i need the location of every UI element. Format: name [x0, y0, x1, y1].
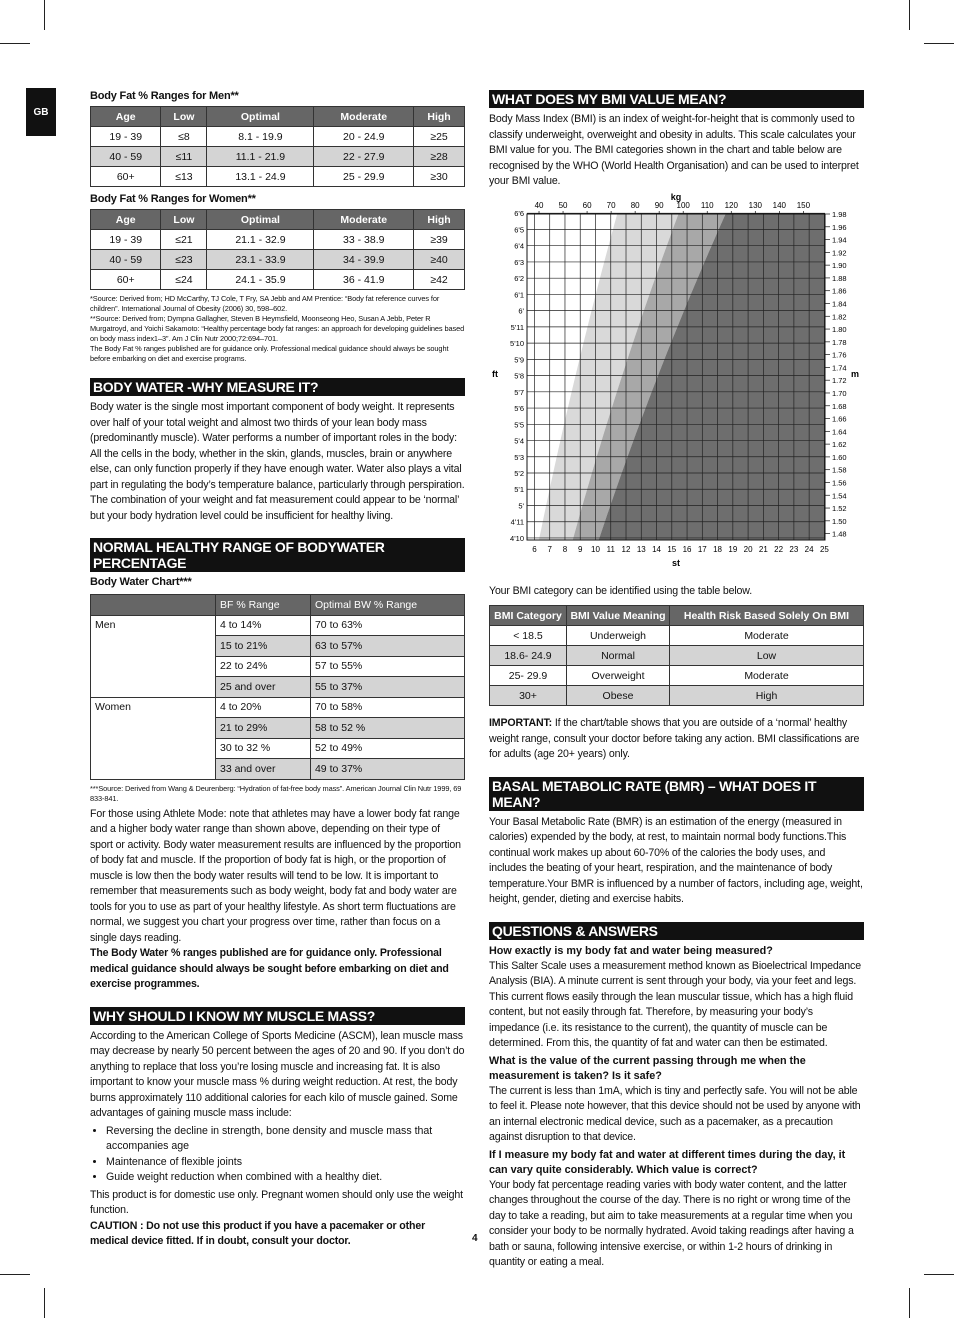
kg-tick-label: 50	[558, 200, 568, 210]
body-water-chart-title: Body Water Chart***	[90, 576, 192, 588]
table-cell: 25 and over	[216, 677, 311, 698]
table-row	[91, 167, 465, 187]
bodyfat-source-3: The Body Fat % ranges published are for guidance only. Professional medical guidance should always be sought before embarking on diet and exercise programs.	[90, 344, 449, 363]
ft-tick-label: 4'10	[510, 533, 524, 543]
table-cell: ≥39	[414, 230, 465, 250]
st-tick-label: 19	[728, 544, 738, 554]
table-cell: 70 to 58%	[310, 697, 464, 718]
table-row	[490, 646, 864, 666]
st-tick-label: 21	[758, 544, 768, 554]
table-cell: 60+	[91, 167, 161, 187]
group-label: Women	[91, 697, 216, 779]
st-tick-label: 14	[652, 544, 661, 554]
table-cell: 52 to 49%	[310, 738, 464, 759]
table-cell: ≤13	[161, 167, 207, 187]
table-cell: 8.1 - 19.9	[207, 127, 314, 147]
m-tick-label: 1.90	[832, 260, 847, 270]
table-cell: < 18.5	[490, 626, 567, 646]
crop-mark	[44, 0, 45, 30]
body-water-para-2: All the cells in the body, whether in the skin, glands, muscles, brain or anywhere else, can only function properly if they have enough water. Water also plays a vital part in regulating the body’s temperature balance, particularly through perspiration.	[90, 447, 465, 491]
st-tick-label: 22	[774, 544, 784, 554]
ft-tick-label: 5'4	[514, 436, 524, 446]
table-cell: ≤24	[161, 270, 207, 290]
qa-answer-3: Your body fat percentage reading varies with body water content, and the latter changes throughout the course of the day. There is no right or wrong time of the day to take a reading, but aim to take measurements at a regular time when you consider your body to be normally hydrated. Avoid taking readings after having a bath or sauna, following intensive exercise, or within 1-2 hours of drinking in quantity or eating a meal.	[489, 1178, 854, 1268]
table-cell: 60+	[91, 270, 161, 290]
crop-mark	[924, 1274, 954, 1275]
m-tick-label: 1.94	[832, 235, 847, 245]
crop-mark	[44, 1288, 45, 1318]
m-tick-label: 1.58	[832, 465, 847, 475]
m-tick-label: 1.86	[832, 286, 847, 296]
table-cell: 25- 29.9	[490, 666, 567, 686]
ft-tick-label: 5'8	[514, 371, 524, 381]
list-item: • Guide weight reduction when combined with a healthy diet.	[106, 1170, 465, 1186]
qa-question-3: If I measure my body fat and water at different times during the day, it can vary quite considerably. Which value is correct?	[489, 1148, 846, 1176]
table-cell: 22 - 27.9	[314, 147, 414, 167]
table-cell: ≤11	[161, 147, 207, 167]
m-tick-label: 1.84	[832, 298, 847, 308]
m-tick-label: 1.64	[832, 426, 847, 436]
st-tick-label: 15	[667, 544, 677, 554]
table-cell: 4 to 14%	[216, 615, 311, 636]
m-axis-label: m	[851, 368, 860, 379]
column-header: BMI Category	[490, 606, 567, 626]
women-table-title: Body Fat % Ranges for Women**	[90, 193, 256, 205]
group-label: Men	[91, 615, 216, 697]
crop-mark	[0, 43, 30, 44]
table-cell: 63 to 57%	[310, 636, 464, 657]
table-cell: 34 - 39.9	[314, 250, 414, 270]
st-tick-label: 10	[591, 544, 600, 554]
table-row	[490, 666, 864, 686]
table-cell: Moderate	[670, 626, 864, 646]
column-header: High	[414, 210, 465, 230]
m-tick-label: 1.72	[832, 375, 847, 385]
table-cell: 58 to 52 %	[310, 718, 464, 739]
table-cell: ≥42	[414, 270, 465, 290]
st-tick-label: 25	[819, 544, 829, 554]
kg-tick-label: 150	[796, 200, 811, 210]
table-cell: 24.1 - 35.9	[207, 270, 314, 290]
table-cell: Low	[670, 646, 864, 666]
bmr-text: Your Basal Metabolic Rate (BMR) is an estimation of the energy (measured in calories) expended by the body, at rest, to maintain normal body functions.This continual work makes up about 60-70% of the calories the body uses, and includes the beating of your heart, respiration, and the maintenance of body temperature.Your BMR is influenced by a number of factors, including age, weight, height, gender, dieting and exercise habits.	[489, 815, 863, 905]
kg-tick-label: 100	[676, 200, 690, 210]
table-cell	[91, 595, 216, 616]
m-tick-label: 1.50	[832, 516, 847, 526]
column-header: High	[414, 107, 465, 127]
m-tick-label: 1.54	[832, 490, 847, 500]
table-row	[91, 127, 465, 147]
bmi-heading: WHAT DOES MY BMI VALUE MEAN?	[489, 90, 864, 108]
ft-tick-label: 6'6	[514, 208, 524, 218]
body-water-heading: BODY WATER -WHY MEASURE IT?	[90, 378, 465, 396]
column-header: Low	[161, 210, 207, 230]
st-tick-label: 8	[562, 544, 568, 554]
qa-heading: QUESTIONS & ANSWERS	[489, 922, 864, 940]
list-item: • Maintenance of flexible joints	[106, 1155, 465, 1171]
ft-tick-label: 6'1	[514, 289, 524, 299]
list-item: • Reversing the decline in strength, bone density and muscle mass that accompanies age	[106, 1124, 465, 1155]
st-tick-label: 20	[743, 544, 753, 554]
st-tick-label: 18	[713, 544, 723, 554]
column-header: Optimal BW % Range	[310, 595, 464, 616]
important-label: IMPORTANT:	[489, 717, 553, 729]
ft-tick-label: 6'3	[514, 257, 524, 267]
column-header: Moderate	[314, 210, 414, 230]
right-column	[489, 90, 864, 1271]
body-water-source: ***Source: Derived from Wang & Deurenberg: “Hydration of fat-free body mass”. American Journal Clin Nutr 1999, 69 833-841.	[90, 783, 462, 803]
m-tick-label: 1.66	[832, 414, 847, 424]
body-water-para-1: Body water is the single most important component of body weight. It represents over half of your total weight and almost two thirds of your lean body mass (predominantly muscle). Water performs a number of important roles in the body:	[90, 401, 457, 444]
qa-question-1: How exactly is my body fat and water being measured?	[489, 944, 773, 957]
ft-tick-label: 6'2	[514, 273, 524, 283]
table-cell: 25 - 29.9	[314, 167, 414, 187]
table-cell: ≤23	[161, 250, 207, 270]
m-tick-label: 1.60	[832, 452, 847, 462]
column-header: Low	[161, 107, 207, 127]
m-tick-label: 1.82	[832, 311, 847, 321]
kg-tick-label: 80	[630, 200, 640, 210]
ft-tick-label: 5'11	[510, 322, 524, 332]
kg-tick-label: 130	[748, 200, 762, 210]
st-tick-label: 13	[636, 544, 646, 554]
st-tick-label: 7	[547, 544, 552, 554]
table-cell: 30 to 32 %	[216, 738, 311, 759]
column-header: Age	[91, 107, 161, 127]
crop-mark	[909, 0, 910, 30]
m-tick-label: 1.92	[832, 247, 847, 257]
ft-tick-label: 6'4	[514, 241, 524, 251]
kg-tick-label: 140	[772, 200, 787, 210]
ft-tick-label: 5'2	[514, 468, 524, 478]
m-tick-label: 1.52	[832, 503, 847, 513]
column-header: Optimal	[207, 210, 314, 230]
m-tick-label: 1.98	[832, 209, 847, 219]
ft-tick-label: 5'	[518, 500, 524, 510]
table-cell: Moderate	[670, 666, 864, 686]
ft-tick-label: 5'3	[514, 452, 524, 462]
table-row	[91, 230, 465, 250]
m-tick-label: 1.68	[832, 401, 847, 411]
m-tick-label: 1.88	[832, 273, 847, 283]
m-tick-label: 1.76	[832, 350, 847, 360]
muscle-heading: WHY SHOULD I KNOW MY MUSCLE MASS?	[90, 1007, 465, 1025]
ft-tick-label: 5'7	[514, 387, 524, 397]
caution-text: CAUTION : Do not use this product if you have a pacemaker or other medical device fitted. If in doubt, consult your doctor.	[90, 1219, 426, 1247]
table-row	[490, 626, 864, 646]
st-tick-label: 6	[532, 544, 537, 554]
table-row	[91, 615, 465, 636]
table-cell: 21 to 29%	[216, 718, 311, 739]
table-cell: 15 to 21%	[216, 636, 311, 657]
table-row	[91, 250, 465, 270]
table-row	[91, 270, 465, 290]
column-header: Age	[91, 210, 161, 230]
ft-tick-label: 5'9	[514, 354, 524, 364]
table-row	[490, 686, 864, 706]
body-water-guidance: The Body Water % ranges published are for guidance only. Professional medical guidance should always be sought before embarking on diet and exercise programmes.	[90, 947, 449, 990]
body-water-para-3: The combination of your weight and fat measurement could appear to be ‘normal’ but your body hydration level could be insufficient for healthy living.	[90, 494, 459, 522]
st-tick-label: 16	[682, 544, 692, 554]
table-cell: 21.1 - 32.9	[207, 230, 314, 250]
table-cell: 70 to 63%	[310, 615, 464, 636]
athlete-mode-text: For those using Athlete Mode: note that athletes may have a lower body fat range and a higher body water range than shown above, depending on their type of sport or activity. Body water measurement results are influenced by the proportion of body fat and muscle. If the proportion of body fat is high, or the proportion of muscle is low then the body water results will tend to be low. It is important to remember that measurements such as body weight, body fat and body water are tools for you to use as part of your healthy lifestyle. As short term fluctuations are normal, we suggest you chart your progress over time, rather than focus on a single days reading.	[90, 807, 461, 944]
ft-tick-label: 4'11	[510, 517, 524, 527]
table-cell: Normal	[567, 646, 670, 666]
table-row	[91, 147, 465, 167]
column-header: BMI Value Meaning	[567, 606, 670, 626]
kg-axis-label: kg	[670, 191, 682, 202]
bmi-important-note	[489, 716, 864, 763]
table-cell: 23.1 - 33.9	[207, 250, 314, 270]
bodyfat-source-1: *Source: Derived from; HD McCarthy, TJ Cole, T Fry, SA Jebb and AM Prentice: “Body fat reference curves for children”. International Journal of Obesity (2006) 30, 598–602.	[90, 294, 440, 313]
normal-range-heading: NORMAL HEALTHY RANGE OF BODYWATER PERCENTAGE	[90, 538, 465, 572]
bmr-heading: BASAL METABOLIC RATE (BMR) – WHAT DOES IT MEAN?	[489, 777, 864, 811]
kg-tick-label: 70	[606, 200, 616, 210]
table-cell: Underweigh	[567, 626, 670, 646]
kg-tick-label: 90	[654, 200, 664, 210]
table-row	[91, 697, 465, 718]
ft-tick-label: 6'5	[514, 224, 524, 234]
domestic-use-text: This product is for domestic use only. Pregnant women should only use the weight function.	[90, 1188, 463, 1216]
table-cell: Overweight	[567, 666, 670, 686]
table-cell: 13.1 - 24.9	[207, 167, 314, 187]
table-cell: 30+	[490, 686, 567, 706]
crop-mark	[924, 43, 954, 44]
m-tick-label: 1.78	[832, 337, 847, 347]
language-tab: GB	[26, 88, 56, 136]
ft-tick-label: 5'6	[514, 403, 524, 413]
ft-tick-label: 5'5	[514, 419, 524, 429]
st-tick-label: 11	[606, 544, 615, 554]
table-cell: 20 - 24.9	[314, 127, 414, 147]
bmi-category-table	[489, 605, 864, 706]
table-cell: Obese	[567, 686, 670, 706]
bmi-table-intro: Your BMI category can be identified using the table below.	[489, 584, 752, 597]
table-cell: 33 - 38.9	[314, 230, 414, 250]
ft-axis-label: ft	[492, 368, 498, 379]
table-cell: 49 to 37%	[310, 759, 464, 780]
body-water-table	[90, 594, 465, 780]
crop-mark	[0, 1274, 30, 1275]
kg-tick-label: 60	[582, 200, 592, 210]
table-cell: 11.1 - 21.9	[207, 147, 314, 167]
m-tick-label: 1.74	[832, 362, 847, 372]
m-tick-label: 1.48	[832, 529, 847, 539]
table-cell: 55 to 37%	[310, 677, 464, 698]
muscle-intro: According to the American College of Sports Medicine (ASCM), lean muscle mass may decrease by nearly 50 percent between the ages of 20 and 90. If you don’t do anything to replace that loss you’re losing muscle and increasing fat. It is also important to know your muscle mass % during weight reduction. At rest, the body burns approximately 110 additional calories for each kilo of muscle gained. Some advantages of gaining muscle mass include:	[90, 1029, 465, 1119]
st-tick-label: 12	[621, 544, 631, 554]
ft-tick-label: 5'10	[510, 338, 524, 348]
m-tick-label: 1.70	[832, 388, 847, 398]
column-header: Health Risk Based Solely On BMI	[670, 606, 864, 626]
qa-answer-1: This Salter Scale uses a measurement method known as Bioelectrical Impedance Analysis (BIA). A minute current is sent through your body, via your feet and legs. This current flows easily through the lean muscular tissue, which has a high fluid content, but not easily through fat. Therefore, by measuring your body’s impedance (i.e. its resistance to the current), the quantity of muscle can be determined. From this, the quantity of fat and water can then be estimated.	[489, 959, 861, 1049]
table-cell: 18.6- 24.9	[490, 646, 567, 666]
st-tick-label: 23	[789, 544, 799, 554]
muscle-advantages-list	[90, 1124, 465, 1186]
qa-answer-2: The current is less than 1mA, which is tiny and perfectly safe. You will not be able to feel it. Please note however, that this device should not be used by anyone with an internal electronic medical device, such as a pacemaker, as a precaution against disruption to that device.	[489, 1084, 861, 1143]
st-axis-label: st	[671, 557, 681, 568]
table-cell: 19 - 39	[91, 127, 161, 147]
left-column	[90, 90, 465, 1250]
women-bodyfat-table	[90, 209, 465, 290]
column-header: Moderate	[314, 107, 414, 127]
table-cell: 40 - 59	[91, 250, 161, 270]
table-cell: ≥30	[414, 167, 465, 187]
kg-tick-label: 110	[700, 200, 714, 210]
bodyfat-source-2: **Source: Derived from; Dympna Gallagher, Steven B Heymsfield, Moonseong Heo, Susan A Jebb, Peter R Murgatroyd, and Yoichi Sakamoto: “Healthy percentage body fat ranges: an approach for developing guidelines based on body mass index1–3”. Am J Clin Nutr 2000;72:694–701.	[90, 314, 465, 343]
table-cell: 36 - 41.9	[314, 270, 414, 290]
st-tick-label: 17	[697, 544, 707, 554]
bmi-chart	[489, 190, 864, 580]
table-cell: ≤8	[161, 127, 207, 147]
table-cell: ≥25	[414, 127, 465, 147]
important-text: If the chart/table shows that you are outside of a ‘normal’ healthy weight range, consult your doctor before taking any action. BMI classifications are for adults (age 20+ years) only.	[489, 717, 860, 760]
m-tick-label: 1.80	[832, 324, 847, 334]
table-cell: ≥28	[414, 147, 465, 167]
table-cell: 19 - 39	[91, 230, 161, 250]
page-number: 4	[472, 1233, 478, 1244]
table-cell: 22 to 24%	[216, 656, 311, 677]
crop-mark	[909, 1288, 910, 1318]
table-cell: 57 to 55%	[310, 656, 464, 677]
column-header: Optimal	[207, 107, 314, 127]
m-tick-label: 1.62	[832, 439, 847, 449]
st-tick-label: 24	[804, 544, 814, 554]
m-tick-label: 1.96	[832, 222, 847, 232]
table-cell: 4 to 20%	[216, 697, 311, 718]
table-cell: ≤21	[161, 230, 207, 250]
ft-tick-label: 6'	[518, 306, 524, 316]
table-cell: High	[670, 686, 864, 706]
bmi-chart-svg	[489, 190, 864, 580]
table-cell: 40 - 59	[91, 147, 161, 167]
st-tick-label: 9	[578, 544, 583, 554]
ft-tick-label: 5'1	[514, 484, 524, 494]
table-cell: ≥40	[414, 250, 465, 270]
men-table-title: Body Fat % Ranges for Men**	[90, 90, 239, 102]
bmi-intro: Body Mass Index (BMI) is an index of weight-for-height that is commonly used to classify underweight, overweight and obesity in adults. This scale calculates your BMI value for you. The BMI categories shown in the chart and table below are recognised by the WHO (World Health Organisation) and can be used to interpret your BMI value.	[489, 113, 859, 187]
kg-tick-label: 40	[534, 200, 544, 210]
m-tick-label: 1.56	[832, 477, 847, 487]
qa-question-2: What is the value of the current passing through me when the measurement is taken? Is it safe?	[489, 1054, 806, 1082]
men-bodyfat-table	[90, 106, 465, 187]
column-header: BF % Range	[216, 595, 311, 616]
table-cell: 33 and over	[216, 759, 311, 780]
kg-tick-label: 120	[724, 200, 738, 210]
